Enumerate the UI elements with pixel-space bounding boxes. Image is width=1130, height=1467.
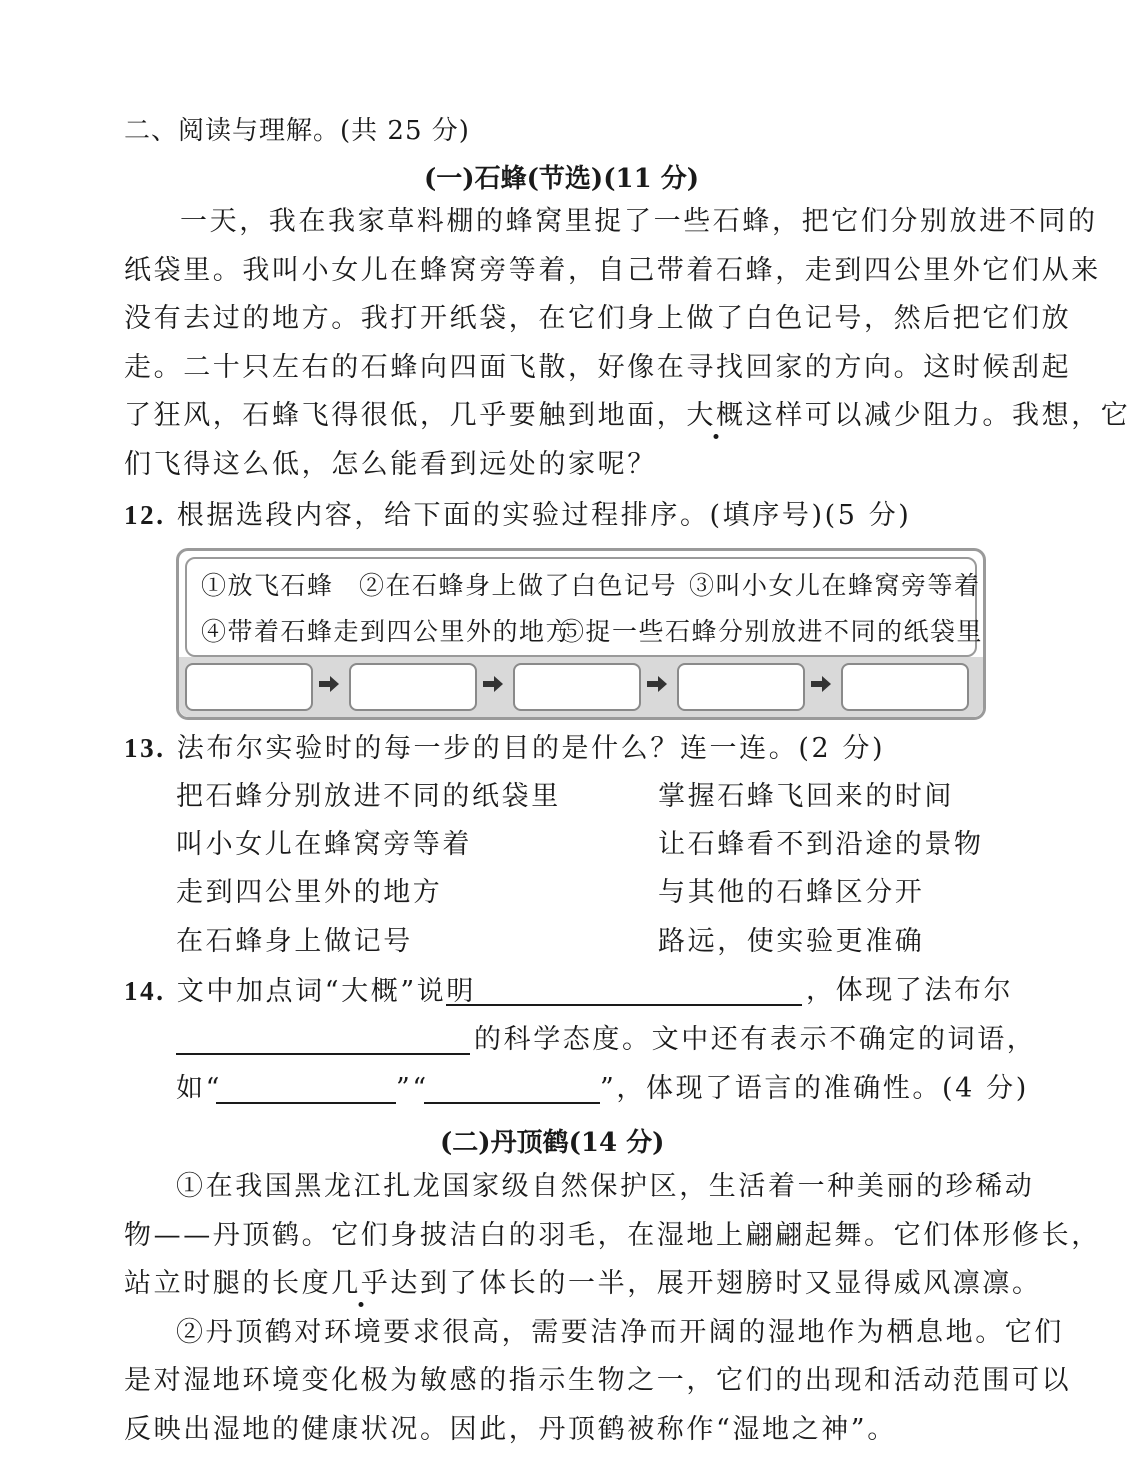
option-1: ①放飞石蜂 bbox=[201, 571, 334, 600]
question-number: 14. bbox=[124, 976, 166, 1006]
passage1-line-part: 了狂风，石蜂飞得很低，几乎要触到地面， bbox=[124, 400, 687, 431]
passage1-line: 们飞得这么低，怎么能看到远处的家呢？ bbox=[124, 449, 657, 480]
passage1-line-part: 这样可以减少阻力。我想，它 bbox=[745, 400, 1130, 431]
match-right-item[interactable]: 让石蜂看不到沿途的景物 bbox=[658, 829, 984, 860]
answer-slot-1[interactable] bbox=[185, 663, 313, 711]
match-right-item[interactable]: 与其他的石蜂区分开 bbox=[658, 877, 925, 908]
question-text: 文中加点词“大概”说明 bbox=[176, 976, 476, 1007]
arrow-right-icon bbox=[646, 675, 668, 693]
question-number: 13. bbox=[124, 733, 166, 763]
passage2-line: ②丹顶鹤对环境要求很高，需要洁净而开阔的湿地作为栖息地。它们 bbox=[176, 1317, 1064, 1348]
answer-blank-4[interactable] bbox=[424, 1102, 600, 1104]
passage2-line bbox=[124, 1267, 1042, 1301]
question-text: 如“ bbox=[176, 1073, 223, 1104]
question-13 bbox=[124, 731, 885, 766]
answer-slot-2[interactable] bbox=[349, 663, 477, 711]
question-text: 法布尔实验时的每一步的目的是什么？连一连。(2 分) bbox=[176, 733, 886, 764]
match-left-item[interactable]: 把石蜂分别放进不同的纸袋里 bbox=[176, 781, 561, 812]
option-5: ⑤捉一些石蜂分别放进不同的纸袋里 bbox=[559, 617, 984, 646]
arrow-right-icon bbox=[482, 675, 504, 693]
question-text: 的科学态度。文中还有表示不确定的词语， bbox=[474, 1024, 1037, 1055]
match-left-item[interactable]: 在石蜂身上做记号 bbox=[176, 926, 413, 957]
question-number: 12. bbox=[124, 500, 166, 530]
passage2-line: 反映出湿地的健康状况。因此，丹顶鹤被称作“湿地之神”。 bbox=[124, 1414, 897, 1445]
options-panel bbox=[185, 557, 984, 657]
answer-blank-1[interactable] bbox=[446, 1004, 802, 1006]
passage1-line bbox=[124, 399, 1130, 433]
option-3: ③叫小女儿在蜂窝旁等着 bbox=[689, 571, 981, 600]
passage1-line: 走。二十只左右的石蜂向四面飞散，好像在寻找回家的方向。这时候刮起 bbox=[124, 352, 1072, 383]
passage2-title: (二)丹顶鹤(14 分) bbox=[440, 1128, 665, 1158]
answer-blank-2[interactable] bbox=[176, 1053, 470, 1055]
arrow-right-icon bbox=[810, 675, 832, 693]
section-heading: 二、阅读与理解。(共 25 分) bbox=[124, 116, 470, 146]
emphasized-word-jihu: 几乎 bbox=[331, 1268, 391, 1299]
passage1-line: 纸袋里。我叫小女儿在蜂窝旁等着，自己带着石蜂，走到四公里外它们从来 bbox=[124, 255, 1101, 286]
question-text: ，体现了法布尔 bbox=[806, 975, 1014, 1006]
passage1-title: (一)石蜂(节选)(11 分) bbox=[424, 164, 700, 194]
match-left-item[interactable]: 叫小女儿在蜂窝旁等着 bbox=[176, 829, 472, 860]
question-text: ”“ bbox=[396, 1073, 429, 1104]
emphasized-word-dagai: 大概 bbox=[686, 400, 746, 431]
answer-slot-5[interactable] bbox=[841, 663, 969, 711]
match-left-item[interactable]: 走到四公里外的地方 bbox=[176, 877, 443, 908]
answer-slot-4[interactable] bbox=[677, 663, 805, 711]
ordering-box bbox=[176, 548, 986, 720]
answer-blank-3[interactable] bbox=[216, 1102, 396, 1104]
question-text: ”，体现了语言的准确性。(4 分) bbox=[600, 1073, 1029, 1104]
match-right-item[interactable]: 掌握石蜂飞回来的时间 bbox=[658, 781, 954, 812]
passage2-line-part: 达到了体长的一半，展开翅膀时又显得威风凛凛。 bbox=[390, 1268, 1042, 1299]
passage1-line: 一天，我在我家草料棚的蜂窝里捉了一些石蜂，把它们分别放进不同的 bbox=[180, 206, 1098, 237]
question-14 bbox=[124, 974, 476, 1009]
match-right-item[interactable]: 路远，使实验更准确 bbox=[658, 926, 925, 957]
arrow-right-icon bbox=[318, 675, 340, 693]
passage2-line: 物——丹顶鹤。它们身披洁白的羽毛，在湿地上翩翩起舞。它们体形修长， bbox=[124, 1220, 1101, 1251]
passage2-line-part: 站立时腿的长度 bbox=[124, 1268, 332, 1299]
option-4: ④带着石蜂走到四公里外的地方 bbox=[201, 617, 573, 646]
passage1-line: 没有去过的地方。我打开纸袋，在它们身上做了白色记号，然后把它们放 bbox=[124, 303, 1072, 334]
passage2-line: ①在我国黑龙江扎龙国家级自然保护区，生活着一种美丽的珍稀动 bbox=[176, 1171, 1035, 1202]
question-text: 根据选段内容，给下面的实验过程排序。(填序号)(5 分) bbox=[176, 500, 912, 531]
question-12 bbox=[124, 498, 911, 533]
passage2-line: 是对湿地环境变化极为敏感的指示生物之一，它们的出现和活动范围可以 bbox=[124, 1365, 1072, 1396]
option-2: ②在石蜂身上做了白色记号 bbox=[359, 571, 678, 600]
answer-slot-3[interactable] bbox=[513, 663, 641, 711]
